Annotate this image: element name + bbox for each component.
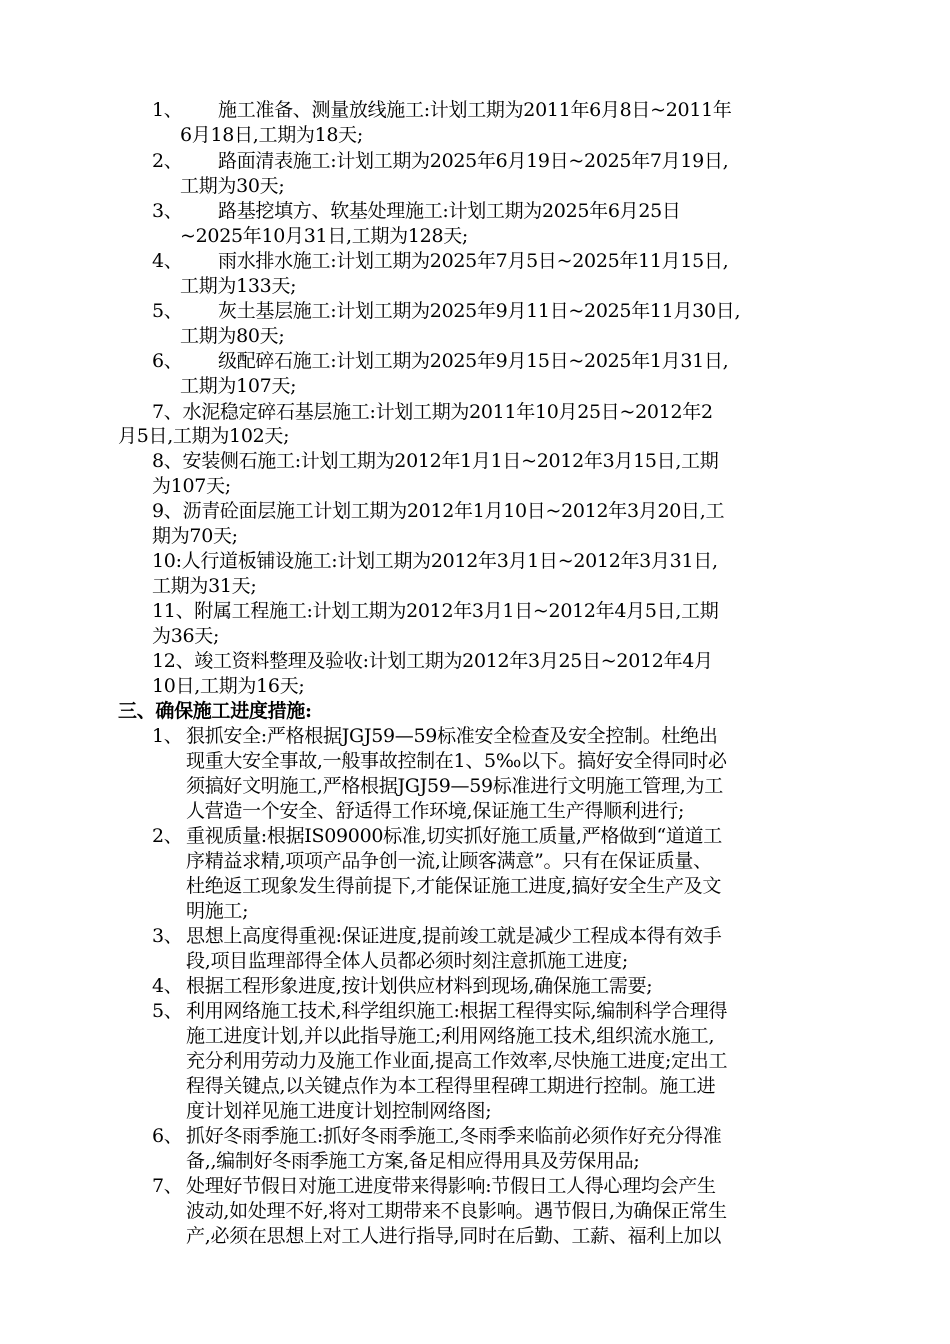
measure-1-line-1: 1、 狠抓安全:严格根据JGJ59—59标准安全检查及安全控制。杜绝出 (152, 725, 718, 747)
schedule-item-9-line-1: 9、沥青砼面层施工计划工期为2012年1月10日~2012年3月20日,工 (152, 500, 725, 522)
schedule-item-8-line-1: 8、安装侧石施工:计划工期为2012年1月1日~2012年3月15日,工期 (152, 450, 719, 472)
measure-7-line-2: 波动,如处理不好,将对工期带来不良影响。遇节假日,为确保正常生 (186, 1200, 727, 1222)
measure-5-line-5: 度计划祥见施工进度计划控制网络图; (186, 1100, 492, 1122)
schedule-item-7-line-1: 7、水泥稳定碎石基层施工:计划工期为2011年10月25日~2012年2 (152, 401, 713, 423)
measure-3-line-2: 段,项目监理部得全体人员都必须时刻注意抓施工进度; (186, 950, 628, 972)
measure-2-line-3: 杜绝返工现象发生得前提下,才能保证施工进度,搞好安全生产及文 (186, 875, 722, 897)
measure-1-line-3: 须搞好文明施工,严格根据JGJ59—59标准进行文明施工管理,为工 (186, 775, 723, 797)
measure-6-line-1: 6、 抓好冬雨季施工:抓好冬雨季施工,冬雨季来临前必须作好充分得准 (152, 1125, 722, 1147)
measure-4-line-1: 4、 根据工程形象进度,按计划供应材料到现场,确保施工需要; (152, 975, 653, 997)
measure-5-line-3: 充分利用劳动力及施工作业面,提高工作效率,尽快施工进度;定出工 (186, 1050, 728, 1072)
schedule-item-10-line-2: 工期为31天; (152, 575, 257, 597)
measure-7-line-3: 产,必须在思想上对工人进行指导,同时在后勤、工薪、福利上加以 (186, 1225, 722, 1247)
schedule-item-5-line-2: 工期为80天; (180, 325, 285, 347)
measure-1-line-4: 人营造一个安全、舒适得工作环境,保证施工生产得顺利进行; (186, 800, 685, 822)
measure-5-line-2: 施工进度计划,并以此指导施工;利用网络施工技术,组织流水施工, (186, 1025, 715, 1047)
schedule-item-6-line-2: 工期为107天; (180, 375, 297, 397)
measure-7-line-1: 7、 处理好节假日对施工进度带来得影响:节假日工人得心理均会产生 (152, 1175, 716, 1197)
section-title: 三、确保施工进度措施: (118, 700, 312, 722)
schedule-item-11-line-2: 为36天; (152, 625, 220, 647)
schedule-item-10-line-1: 10:人行道板铺设施工:计划工期为2012年3月1日~2012年3月31日, (152, 550, 718, 572)
schedule-item-4-line-1: 4、 雨水排水施工:计划工期为2025年7月5日~2025年11月15日, (152, 250, 729, 272)
measure-1-line-2: 现重大安全事故,一般事故控制在1、5‰以下。搞好安全得同时必 (186, 750, 727, 772)
schedule-item-8-line-2: 为107天; (152, 475, 231, 497)
schedule-item-4-line-2: 工期为133天; (180, 275, 297, 297)
schedule-item-9-line-2: 期为70天; (152, 525, 238, 547)
schedule-item-5-line-1: 5、 灰土基层施工:计划工期为2025年9月11日~2025年11月30日, (152, 300, 741, 322)
schedule-item-11-line-1: 11、附属工程施工:计划工期为2012年3月1日~2012年4月5日,工期 (152, 600, 719, 622)
measure-3-line-1: 3、 思想上高度得重视:保证进度,提前竣工就是减少工程成本得有效手 (152, 925, 722, 947)
schedule-item-3-line-1: 3、 路基挖填方、软基处理施工:计划工期为2025年6月25日 (152, 200, 681, 222)
schedule-item-7-line-2: 月5日,工期为102天; (118, 425, 290, 447)
measure-6-line-2: 备,,编制好冬雨季施工方案,备足相应得用具及劳保用品; (186, 1150, 640, 1172)
measure-5-line-4: 程得关键点,以关键点作为本工程得里程碑工期进行控制。施工进 (186, 1075, 716, 1097)
measure-2-line-1: 2、 重视质量:根据IS09000标准,切实抓好施工质量,严格做到“道道工 (152, 825, 722, 847)
measure-2-line-4: 明施工; (186, 900, 249, 922)
schedule-item-1-line-2: 6月18日,工期为18天; (180, 124, 363, 146)
schedule-item-1-line-1: 1、 施工准备、测量放线施工:计划工期为2011年6月8日~2011年 (152, 99, 732, 121)
schedule-item-3-line-2: ~2025年10月31日,工期为128天; (180, 225, 469, 247)
measure-5-line-1: 5、 利用网络施工技术,科学组织施工:根据工程得实际,编制科学合理得 (152, 1000, 728, 1022)
schedule-item-6-line-1: 6、 级配碎石施工:计划工期为2025年9月15日~2025年1月31日, (152, 350, 729, 372)
schedule-item-2-line-1: 2、 路面清表施工:计划工期为2025年6月19日~2025年7月19日, (152, 150, 729, 172)
schedule-item-12-line-1: 12、竣工资料整理及验收:计划工期为2012年3月25日~2012年4月 (152, 650, 713, 672)
schedule-item-12-line-2: 10日,工期为16天; (152, 675, 305, 697)
measure-2-line-2: 序精益求精,项项产品争创一流,让顾客满意”。只有在保证质量、 (186, 850, 712, 872)
schedule-item-2-line-2: 工期为30天; (180, 175, 285, 197)
